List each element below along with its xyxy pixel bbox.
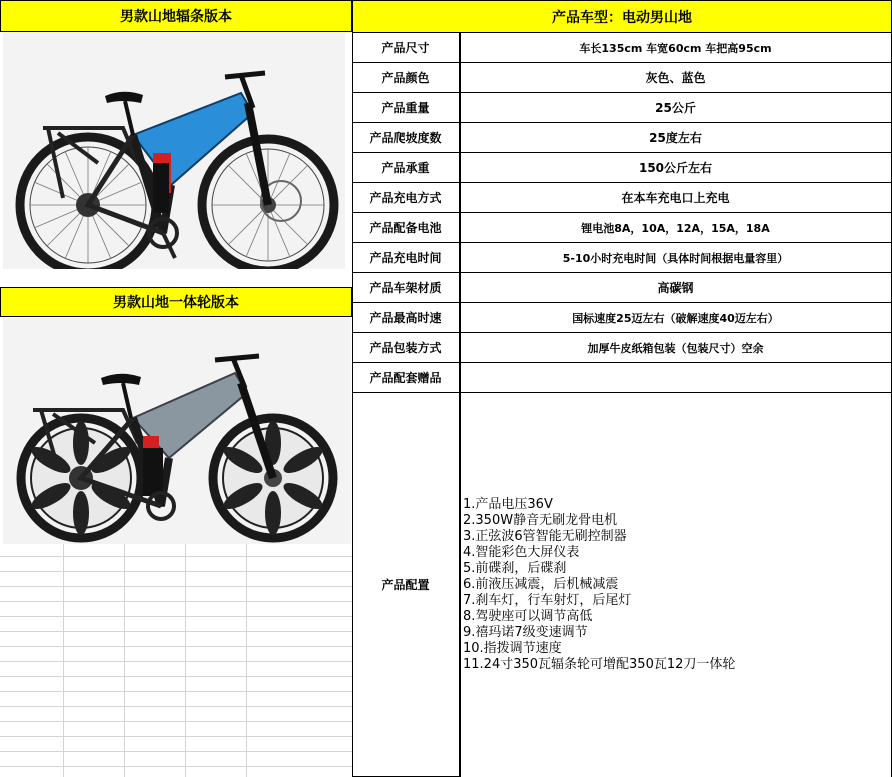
integrated-wheel-bike-illustration: [3, 318, 351, 544]
spec-value: 高碳钢: [460, 273, 892, 303]
spec-label: 产品重量: [352, 93, 460, 123]
spec-value: 加厚牛皮纸箱包装（包装尺寸）空余: [460, 333, 892, 363]
spec-row-top-speed: [352, 303, 892, 333]
spec-value: 锂电池8A，10A，12A，15A，18A: [460, 213, 892, 243]
spec-label: 产品承重: [352, 153, 460, 183]
spec-value: 25度左右: [460, 123, 892, 153]
config-list: [460, 393, 892, 777]
spec-row-packaging: [352, 333, 892, 363]
config-item: 3.正弦波6管智能无刷控制器: [463, 529, 627, 544]
spec-row-load: [352, 153, 892, 183]
spec-row-size: [352, 33, 892, 63]
spec-row-charging-time: [352, 243, 892, 273]
spec-label: 产品充电方式: [352, 183, 460, 213]
config-item: 8.驾驶座可以调节高低: [463, 609, 593, 624]
config-label: 产品配置: [352, 393, 460, 777]
config-item: 9.禧玛诺7级变速调节: [463, 625, 588, 640]
spec-label: 产品配备电池: [352, 213, 460, 243]
config-item: 6.前液压减震，后机械减震: [463, 577, 619, 592]
spec-label: 产品车架材质: [352, 273, 460, 303]
config-item: 4.智能彩色大屏仪表: [463, 545, 580, 560]
spec-row-battery: [352, 213, 892, 243]
spec-value: 25公斤: [460, 93, 892, 123]
header-product-model-text: 产品车型：电动男山地: [552, 9, 692, 26]
spec-value: 5-10小时充电时间（具体时间根据电量容里）: [460, 243, 892, 273]
config-item: 11.24寸350瓦辐条轮可增配350瓦12刀一体轮: [463, 657, 736, 672]
header-spoke-version-text: 男款山地辐条版本: [120, 9, 232, 25]
config-item: 1.产品电压36V: [463, 497, 553, 512]
header-integrated-wheel-version-text: 男款山地一体轮版本: [113, 295, 239, 311]
spec-value: 车长135cm 车宽60cm 车把高95cm: [460, 33, 892, 63]
spec-label: 产品包装方式: [352, 333, 460, 363]
spec-label: 产品颜色: [352, 63, 460, 93]
spec-value: 在本车充电口上充电: [460, 183, 892, 213]
spec-row-climb: [352, 123, 892, 153]
spec-value: 灰色、蓝色: [460, 63, 892, 93]
spec-row-weight: [352, 93, 892, 123]
header-spoke-version: [0, 0, 352, 32]
integrated-wheel-bike-photo: [3, 318, 351, 544]
spoke-bike-photo: [3, 33, 345, 269]
spec-row-configuration: [352, 393, 892, 777]
spec-row-charging-method: [352, 183, 892, 213]
spec-row-color: [352, 63, 892, 93]
spec-row-frame-material: [352, 273, 892, 303]
spec-row-gifts: [352, 363, 892, 393]
spec-label: 产品配套赠品: [352, 363, 460, 393]
spec-label: 产品最高时速: [352, 303, 460, 333]
header-product-model: [352, 0, 892, 33]
spec-label: 产品爬坡度数: [352, 123, 460, 153]
config-item: 5.前碟刹，后碟刹: [463, 561, 567, 576]
spec-label: 产品充电时间: [352, 243, 460, 273]
spec-value: 150公斤左右: [460, 153, 892, 183]
spec-value: 国标速度25迈左右（破解速度40迈左右）: [460, 303, 892, 333]
config-item: 7.刹车灯，行车射灯，后尾灯: [463, 593, 632, 608]
spec-value: [460, 363, 892, 393]
header-integrated-wheel-version: [0, 287, 352, 317]
config-item: 10.指拨调节速度: [463, 641, 562, 656]
config-item: 2.350W静音无刷龙骨电机: [463, 513, 618, 528]
spoke-bike-illustration: [3, 33, 345, 269]
spec-label: 产品尺寸: [352, 33, 460, 63]
empty-cell-grid: [0, 544, 352, 777]
